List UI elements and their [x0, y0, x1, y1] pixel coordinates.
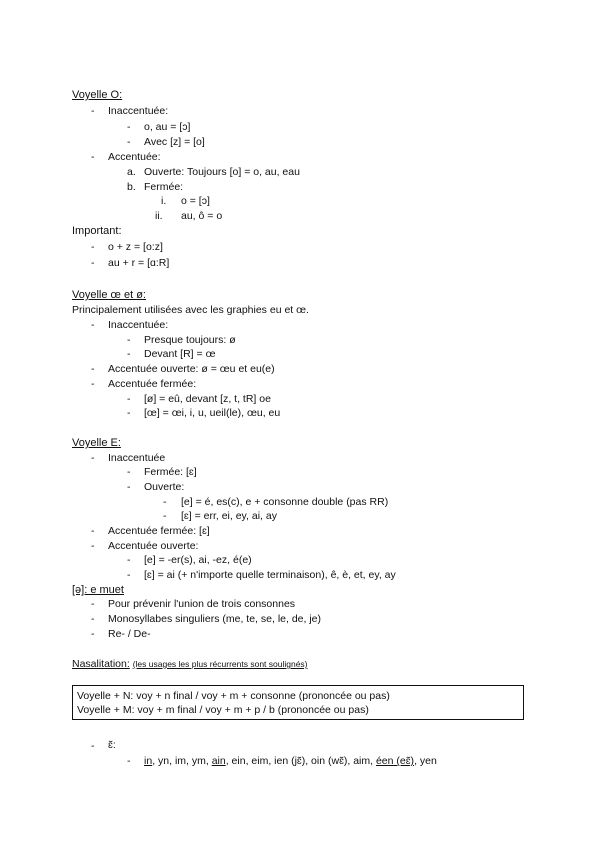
oe-intro: Principalement utilisées avec les graphies eu et œ. [72, 304, 309, 316]
oe-acc-closed: Accentuée fermée: [108, 378, 197, 390]
nasal-symbol: ɛ̃: [108, 739, 116, 751]
bullet-dash: - [91, 452, 95, 464]
o-acc: Accentuée: [108, 151, 161, 163]
e-open: Ouverte: [144, 481, 185, 493]
oe-acc-open: Accentuée ouverte: ø = œu et eu(e) [108, 363, 275, 375]
bullet-dash: - [127, 136, 131, 148]
o-inacc-2: Avec [z] = [o] [144, 136, 205, 148]
spelling-een: éen (eɛ̃) [375, 755, 415, 767]
bullet-dash: - [91, 319, 95, 331]
oe-closed-1: [ø] = eû, devant [z, t, tR] oe [144, 393, 271, 405]
marker-i: i. [161, 195, 167, 207]
bullet-dash: - [127, 481, 131, 493]
bullet-dash: - [127, 407, 131, 419]
oe-inacc-2: Devant [R] = œ [144, 348, 216, 360]
e-acc-closed: Accentuée fermée: [ɛ] [108, 525, 210, 537]
e-open-2: [ɛ] = err, ei, ey, ai, ay [181, 510, 277, 522]
bullet-dash: - [91, 257, 95, 269]
schwa-item-3: Re- / De- [108, 628, 151, 640]
o-inacc-1: o, au = [ɔ] [144, 121, 191, 133]
o-imp-1: o + z = [o:z] [108, 241, 163, 253]
bullet-dash: - [91, 598, 95, 610]
bullet-dash: - [163, 496, 167, 508]
bullet-dash: - [163, 510, 167, 522]
section-title-oe: Voyelle œ et ø: [72, 289, 146, 301]
bullet-dash: - [91, 363, 95, 375]
nasal-title: Nasalitation: [72, 658, 130, 670]
section-title-o: Voyelle O: [72, 89, 123, 101]
nasal-rule-box [72, 685, 524, 720]
bullet-dash: - [127, 466, 131, 478]
spelling-list-part: , yn, im, ym, [152, 755, 212, 767]
o-acc-b: Fermée: [144, 181, 184, 193]
e-open-1: [e] = é, es(c), e + consonne double (pas RR) [181, 496, 389, 508]
oe-inacc: Inaccentuée: [108, 319, 169, 331]
o-inacc: Inaccentuée: [108, 105, 169, 117]
spelling-in: in [144, 755, 153, 767]
o-acc-b-ii: au, ô = o [181, 210, 223, 222]
e-acc-open: Accentuée ouverte: [108, 540, 199, 552]
bullet-dash: - [91, 740, 95, 752]
spelling-list-part: , yen [414, 755, 437, 767]
spelling-ain: ain [211, 755, 226, 767]
bullet-dash: - [127, 554, 131, 566]
e-closed: Fermée: [ɛ] [144, 466, 197, 478]
o-imp-2: au + r = [ɑ:R] [108, 257, 170, 269]
nasal-spellings [144, 755, 437, 768]
bullet-dash: - [127, 334, 131, 346]
bullet-dash: - [127, 121, 131, 133]
bullet-dash: - [91, 105, 95, 117]
spelling-list-part: , ein, eim, ien (jɛ̃), oin (wɛ̃), aim, [225, 755, 376, 767]
bullet-dash: - [127, 755, 131, 767]
bullet-dash: - [91, 525, 95, 537]
schwa-item-1: Pour prévenir l'union de trois consonnes [108, 598, 296, 610]
marker-b: b. [127, 181, 136, 193]
bullet-dash: - [91, 378, 95, 390]
bullet-dash: - [91, 151, 95, 163]
marker-a: a. [127, 166, 136, 178]
bullet-dash: - [91, 613, 95, 625]
section-title-e: Voyelle E: [72, 437, 121, 449]
nasal-note: (les usages les plus récurrents sont soulignés) [132, 659, 308, 669]
e-acc-open-1: [e] = -er(s), ai, -ez, é(e) [144, 554, 252, 566]
marker-ii: ii. [155, 210, 163, 222]
nasal-box-line-1: Voyelle + N: voy + n final / voy + m + consonne (prononcée ou pas) [77, 690, 390, 702]
bullet-dash: - [127, 569, 131, 581]
o-important: Important: [72, 225, 122, 237]
oe-closed-2: [œ] = œi, i, u, ueil(le), œu, eu [144, 407, 281, 419]
o-acc-a: Ouverte: Toujours [o] = o, au, eau [144, 166, 300, 178]
bullet-dash: - [91, 628, 95, 640]
e-inacc: Inaccentuée [108, 452, 166, 464]
oe-inacc-1: Presque toujours: ø [144, 334, 236, 346]
bullet-dash: - [127, 348, 131, 360]
bullet-dash: - [91, 241, 95, 253]
nasal-box-line-2: Voyelle + M: voy + m final / voy + m + p / b (prononcée ou pas) [77, 704, 369, 716]
o-acc-b-i: o = [ɔ] [181, 195, 210, 207]
bullet-dash: - [127, 393, 131, 405]
e-acc-open-2: [ɛ] = ai (+ n'importe quelle terminaison), ê, è, et, ey, ay [144, 569, 396, 581]
bullet-dash: - [91, 540, 95, 552]
section-title-schwa: [ə]: e muet [72, 584, 124, 596]
nasal-heading [72, 658, 308, 671]
schwa-item-2: Monosyllabes singuliers (me, te, se, le, de, je) [108, 613, 322, 625]
